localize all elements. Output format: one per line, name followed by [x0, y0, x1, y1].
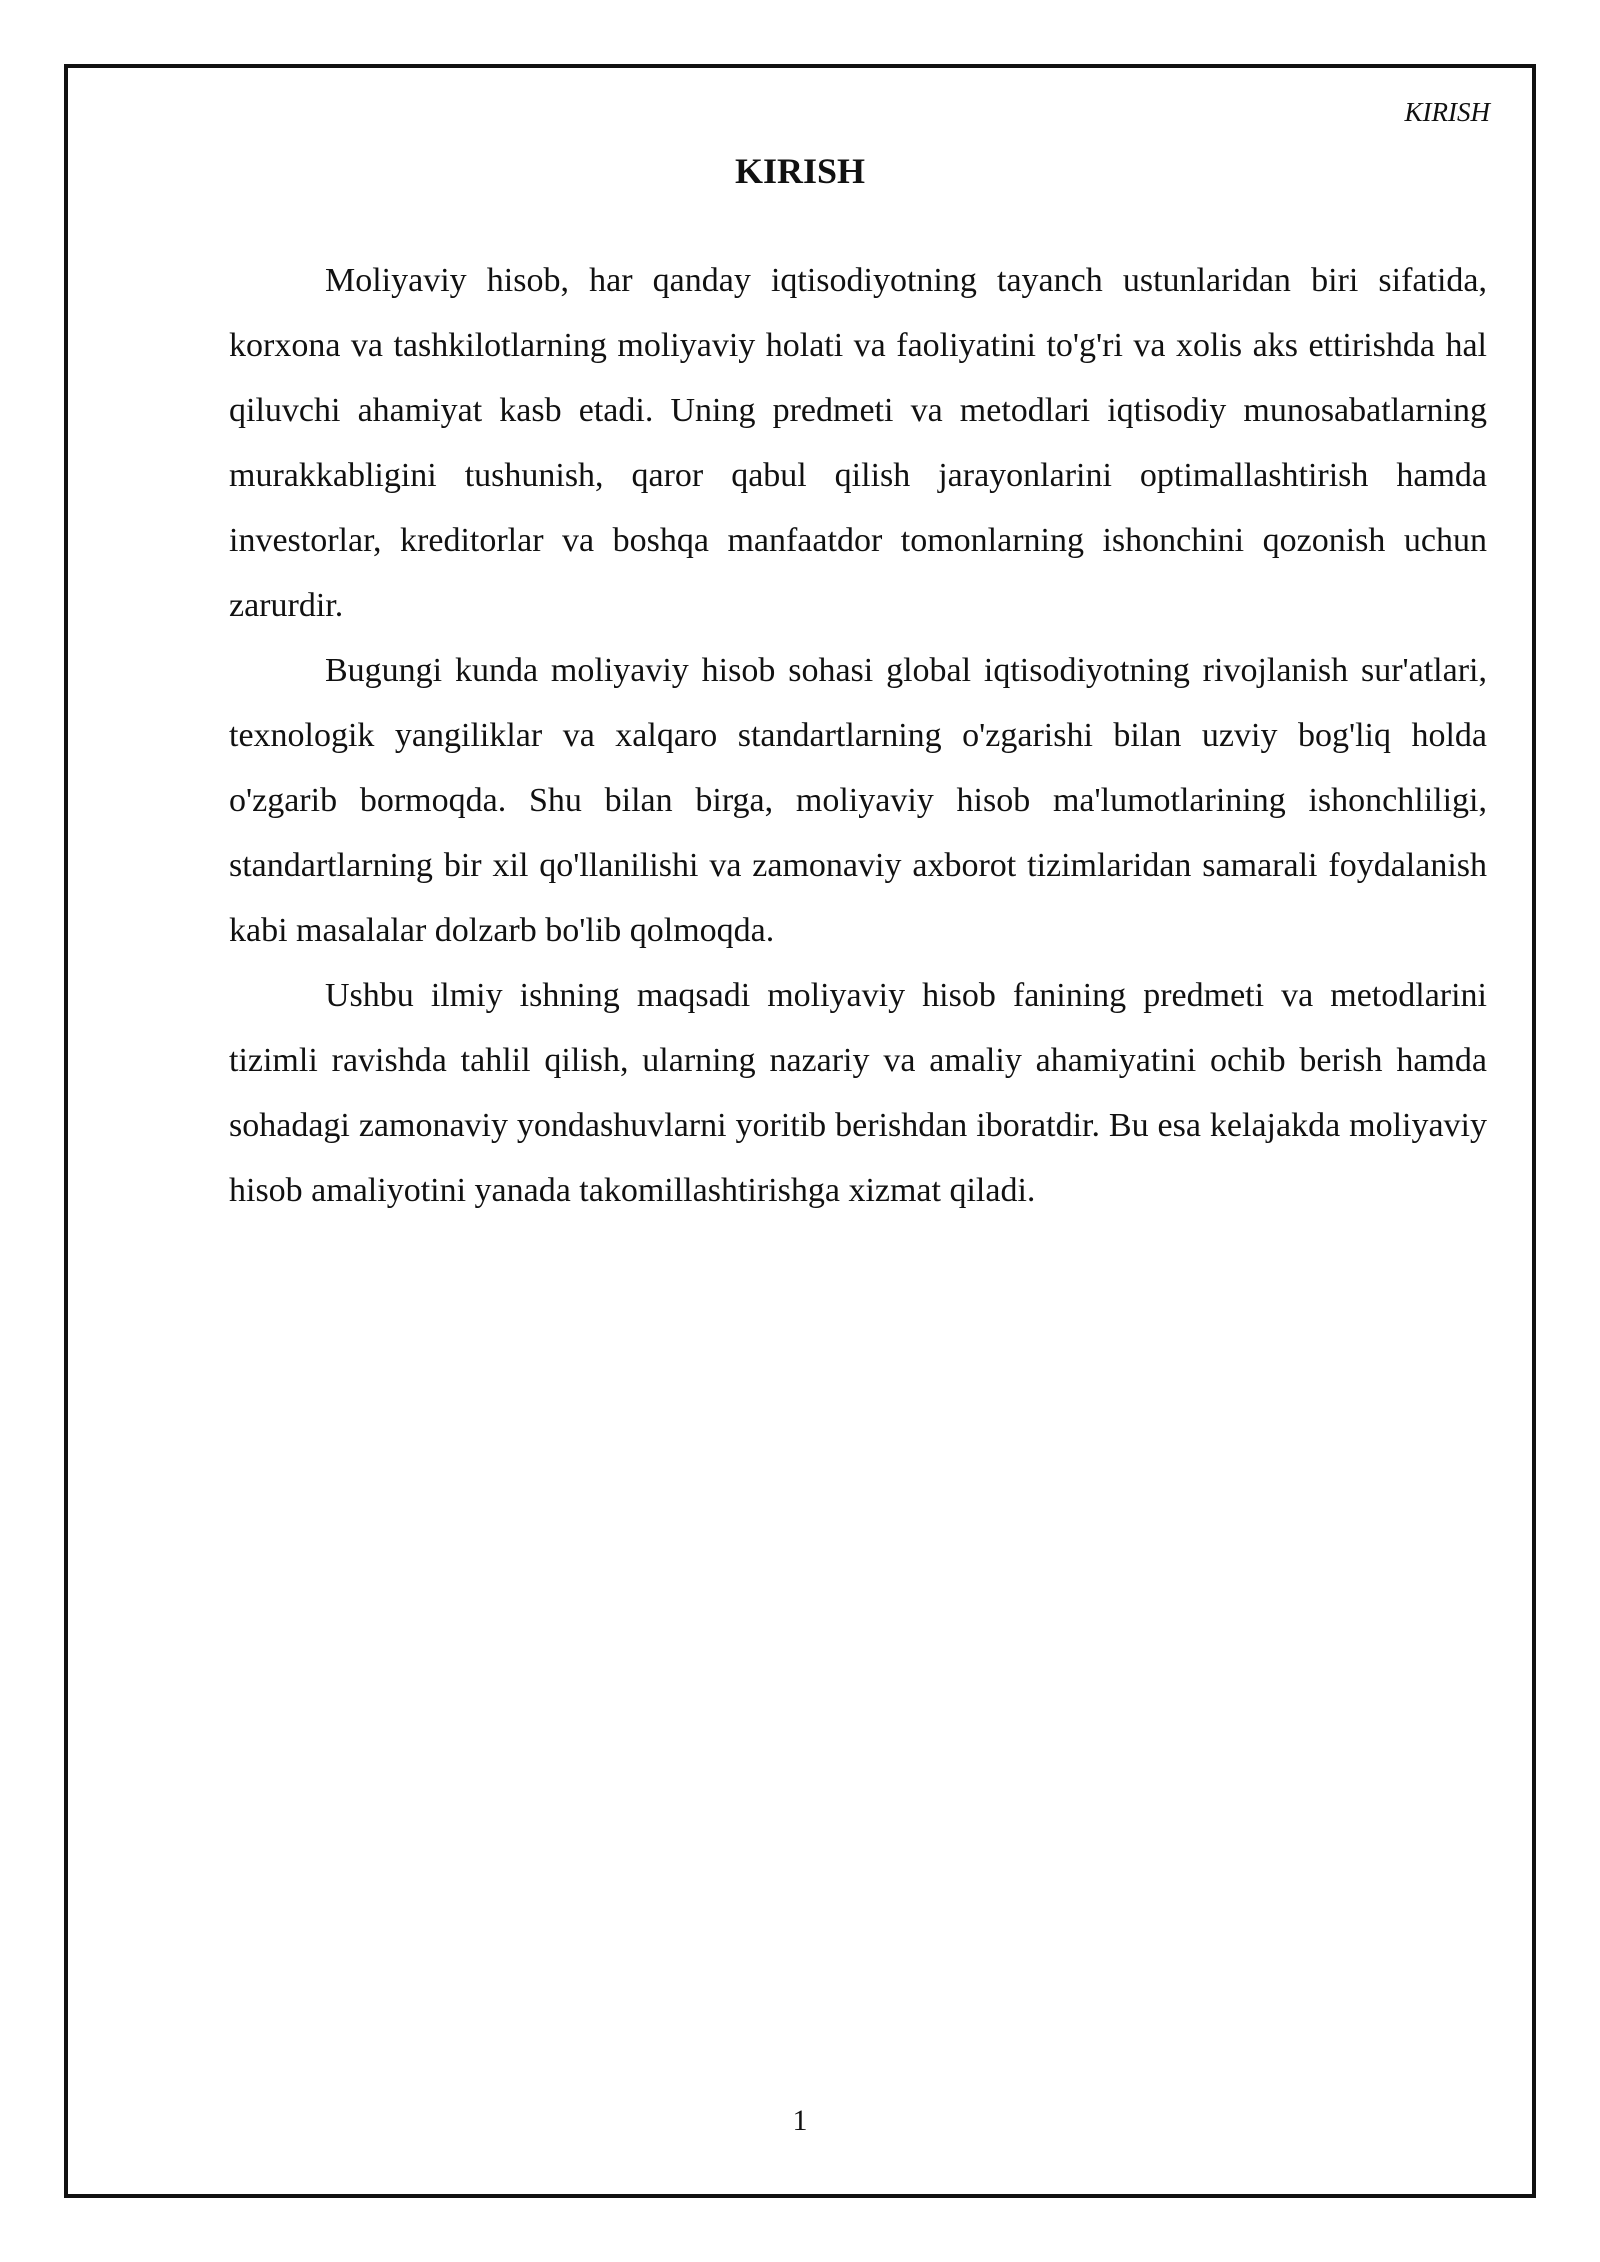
chapter-title: KIRISH: [734, 151, 866, 191]
body-text: [229, 248, 1487, 1223]
paragraph-2: Bugungi kunda moliyaviy hisob sohasi global iqtisodiyotning rivojlanish sur'atlari, texnologik yangiliklar va xalqaro standartlarning o'zgarishi bilan uzviy bog'liq holda o'zgarib bormoqda. Shu bilan birga, moliyaviy hisob ma'lumotlarining ishonchliligi, standartlarning bir xil qo'llanilishi va zamonaviy axborot tizimlaridan samarali foydalanish kabi masalalar dolzarb bo'lib qolmoqda.: [229, 652, 1487, 949]
page-number: 1: [792, 2104, 808, 2137]
running-header: KIRISH: [1404, 97, 1490, 127]
paragraph-3: Ushbu ilmiy ishning maqsadi moliyaviy hisob fanining predmeti va metodlarini tizimli ravishda tahlil qilish, ularning nazariy va amaliy ahamiyatini ochib berish hamda sohadagi zamonaviy yondashuvlarni yoritib berishdan iboratdir. Bu esa kelajakda moliyaviy hisob amaliyotini yanada takomillashtirishga xizmat qiladi.: [229, 977, 1487, 1209]
paragraph-1: Moliyaviy hisob, har qanday iqtisodiyotning tayanch ustunlaridan biri sifatida, korxona va tashkilotlarning moliyaviy holati va faoliyatini to'g'ri va xolis aks ettirishda hal qiluvchi ahamiyat kasb etadi. Uning predmeti va metodlari iqtisodiy munosabatlarning murakkabligini tushunish, qaror qabul qilish jarayonlarini optimallashtirish hamda investorlar, kreditorlar va boshqa manfaatdor tomonlarning ishonchini qozonish uchun zarurdir.: [229, 262, 1487, 624]
